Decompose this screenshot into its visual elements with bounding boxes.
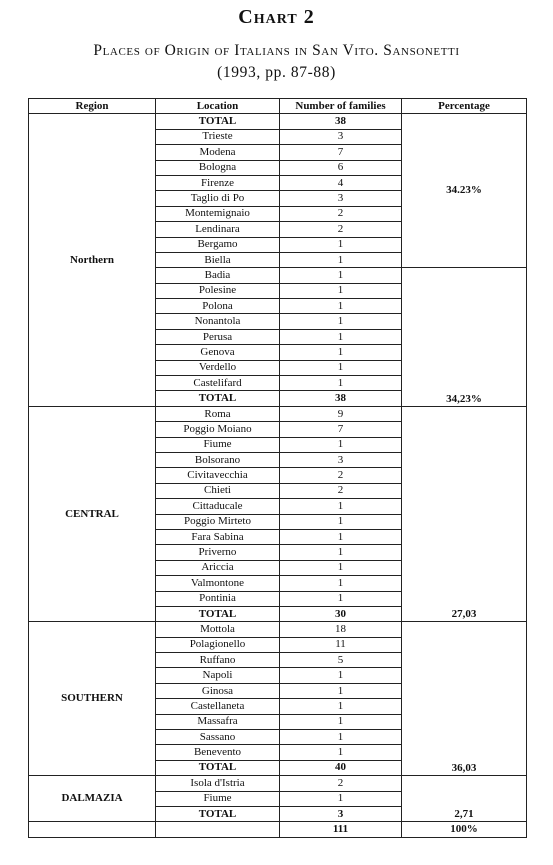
families-cell: 1: [280, 714, 402, 729]
families-cell: 4: [280, 175, 402, 190]
location-cell: Fiume: [156, 437, 280, 452]
subtitle-line-1: Places of Origin of Italians in San Vito. Sansonetti: [93, 42, 460, 59]
table-row: [29, 114, 527, 129]
region-cell: DALMAZIA: [29, 776, 156, 822]
families-cell: 38: [280, 114, 402, 129]
families-cell: 1: [280, 745, 402, 760]
percentage-cell: 34,23%: [402, 268, 527, 407]
location-cell: TOTAL: [156, 391, 280, 406]
families-cell: 1: [280, 314, 402, 329]
families-cell: 1: [280, 514, 402, 529]
location-cell: TOTAL: [156, 760, 280, 775]
origins-table: [28, 98, 527, 838]
location-cell: Biella: [156, 252, 280, 267]
location-cell: Polesine: [156, 283, 280, 298]
table-row: [29, 622, 527, 637]
location-cell: Pontinia: [156, 591, 280, 606]
location-cell: TOTAL: [156, 606, 280, 621]
families-cell: 1: [280, 730, 402, 745]
families-cell: 11: [280, 637, 402, 652]
families-cell: 2: [280, 206, 402, 221]
location-cell: Civitavecchia: [156, 468, 280, 483]
location-cell: Perusa: [156, 329, 280, 344]
location-cell: Ariccia: [156, 560, 280, 575]
location-cell: Benevento: [156, 745, 280, 760]
header-row: [29, 99, 527, 114]
families-cell: 2: [280, 483, 402, 498]
location-cell: Montemignaio: [156, 206, 280, 221]
percentage-cell: 36,03: [402, 622, 527, 776]
location-cell: Poggio Mirteto: [156, 514, 280, 529]
location-cell-empty: [156, 822, 280, 837]
location-cell: Sassano: [156, 730, 280, 745]
families-cell: 1: [280, 237, 402, 252]
families-cell: 3: [280, 191, 402, 206]
families-cell: 1: [280, 283, 402, 298]
header-families: Number of families: [280, 99, 402, 114]
subtitle-line-2: (1993, pp. 87-88): [217, 64, 336, 81]
table-row: [29, 406, 527, 421]
header-percentage: Percentage: [402, 99, 527, 114]
location-cell: Cittaducale: [156, 499, 280, 514]
location-cell: Mottola: [156, 622, 280, 637]
header-region: Region: [29, 99, 156, 114]
region-cell: CENTRAL: [29, 406, 156, 621]
families-cell: 1: [280, 699, 402, 714]
families-cell: 1: [280, 576, 402, 591]
grand-total-families: 111: [280, 822, 402, 837]
families-cell: 18: [280, 622, 402, 637]
location-cell: TOTAL: [156, 806, 280, 821]
families-cell: 1: [280, 529, 402, 544]
families-cell: 1: [280, 560, 402, 575]
grand-total-row: [29, 822, 527, 837]
families-cell: 6: [280, 160, 402, 175]
families-cell: 2: [280, 468, 402, 483]
families-cell: 3: [280, 129, 402, 144]
families-cell: 3: [280, 452, 402, 467]
location-cell: Ginosa: [156, 683, 280, 698]
families-cell: 1: [280, 668, 402, 683]
location-cell: Massafra: [156, 714, 280, 729]
region-cell: Northern: [29, 114, 156, 406]
region-cell-empty: [29, 822, 156, 837]
location-cell: Firenze: [156, 175, 280, 190]
location-cell: Fara Sabina: [156, 529, 280, 544]
families-cell: 1: [280, 360, 402, 375]
families-cell: 1: [280, 545, 402, 560]
families-cell: 1: [280, 437, 402, 452]
families-cell: 7: [280, 145, 402, 160]
families-cell: 1: [280, 376, 402, 391]
chart-title: Chart 2: [238, 6, 315, 28]
percentage-cell: 27,03: [402, 406, 527, 621]
percentage-cell: 34.23%: [402, 114, 527, 268]
families-cell: 1: [280, 345, 402, 360]
grand-total-percentage: 100%: [402, 822, 527, 837]
families-cell: 9: [280, 406, 402, 421]
families-cell: 30: [280, 606, 402, 621]
location-cell: Bologna: [156, 160, 280, 175]
families-cell: 1: [280, 252, 402, 267]
location-cell: Ruffano: [156, 653, 280, 668]
location-cell: Modena: [156, 145, 280, 160]
location-cell: Castelifard: [156, 376, 280, 391]
families-cell: 1: [280, 591, 402, 606]
location-cell: Nonantola: [156, 314, 280, 329]
location-cell: Genova: [156, 345, 280, 360]
location-cell: Roma: [156, 406, 280, 421]
percentage-cell: 2,71: [402, 776, 527, 822]
families-cell: 1: [280, 791, 402, 806]
families-cell: 1: [280, 683, 402, 698]
families-cell: 2: [280, 776, 402, 791]
families-cell: 3: [280, 806, 402, 821]
families-cell: 38: [280, 391, 402, 406]
location-cell: Polagionello: [156, 637, 280, 652]
location-cell: Polona: [156, 299, 280, 314]
location-cell: Napoli: [156, 668, 280, 683]
families-cell: 1: [280, 499, 402, 514]
table-row: [29, 776, 527, 791]
location-cell: Isola d'Istria: [156, 776, 280, 791]
location-cell: Bergamo: [156, 237, 280, 252]
location-cell: Bolsorano: [156, 452, 280, 467]
region-cell: SOUTHERN: [29, 622, 156, 776]
families-cell: 1: [280, 299, 402, 314]
location-cell: Poggio Moiano: [156, 422, 280, 437]
header-location: Location: [156, 99, 280, 114]
location-cell: Priverno: [156, 545, 280, 560]
families-cell: 40: [280, 760, 402, 775]
families-cell: 7: [280, 422, 402, 437]
location-cell: Taglio di Po: [156, 191, 280, 206]
location-cell: Verdello: [156, 360, 280, 375]
families-cell: 5: [280, 653, 402, 668]
families-cell: 1: [280, 329, 402, 344]
location-cell: Fiume: [156, 791, 280, 806]
location-cell: TOTAL: [156, 114, 280, 129]
location-cell: Valmontone: [156, 576, 280, 591]
location-cell: Trieste: [156, 129, 280, 144]
families-cell: 2: [280, 222, 402, 237]
location-cell: Castellaneta: [156, 699, 280, 714]
chart-subtitle: [20, 40, 533, 84]
location-cell: Lendinara: [156, 222, 280, 237]
location-cell: Chieti: [156, 483, 280, 498]
location-cell: Badia: [156, 268, 280, 283]
families-cell: 1: [280, 268, 402, 283]
